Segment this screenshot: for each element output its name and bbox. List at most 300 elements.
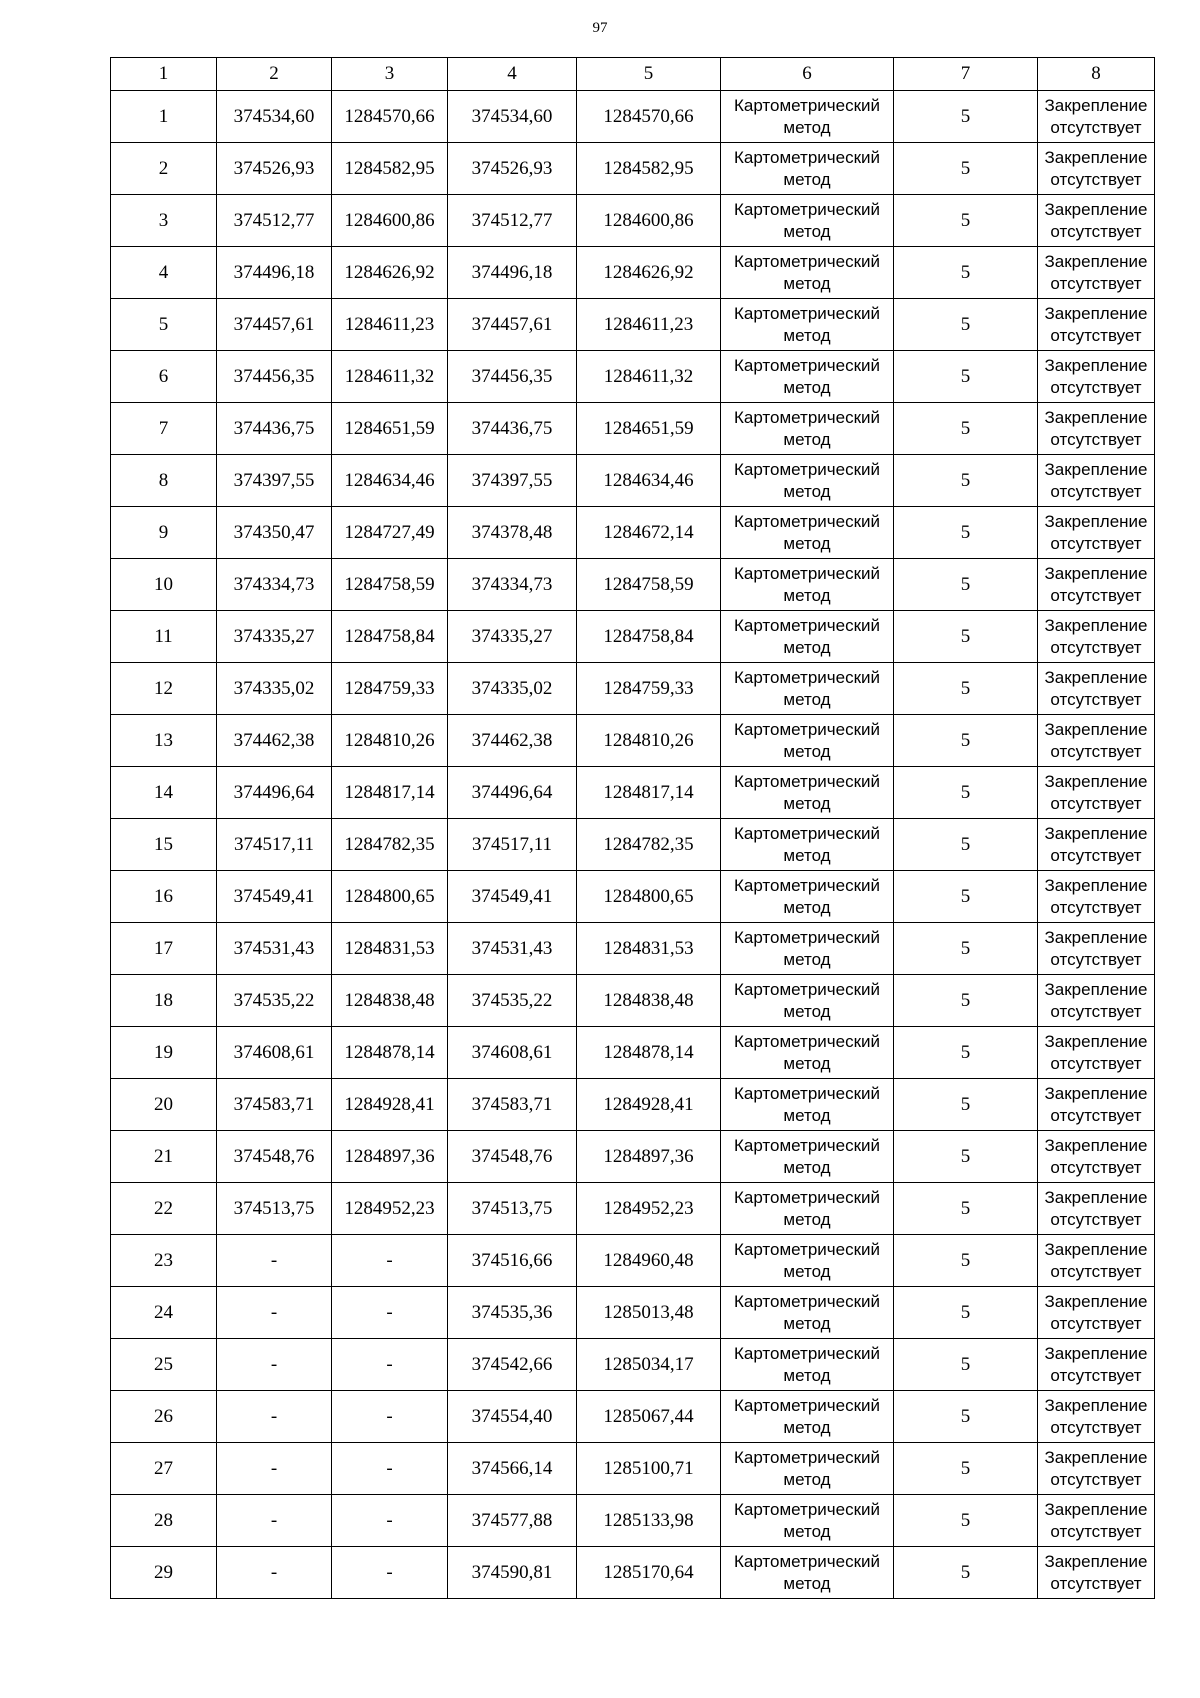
- fixation-label-line2: отсутствует: [1050, 1157, 1142, 1177]
- y-new-cell: 1284570,66: [577, 91, 721, 143]
- x-old-cell: 374583,71: [217, 1079, 332, 1131]
- point-number-cell: 2: [111, 143, 217, 195]
- fixation-label-line1: Закрепление: [1044, 303, 1148, 323]
- y-new-cell: 1284611,23: [577, 299, 721, 351]
- method-cell: [721, 715, 894, 767]
- y-new-cell: 1284928,41: [577, 1079, 721, 1131]
- x-old-cell: 374526,93: [217, 143, 332, 195]
- method-label-line1: Картометрический: [733, 199, 881, 219]
- method-cell: [721, 1131, 894, 1183]
- fixation-label-line1: Закрепление: [1044, 511, 1148, 531]
- method-label-line1: Картометрический: [733, 615, 881, 635]
- fixation-label-line2: отсутствует: [1050, 741, 1142, 761]
- method-cell: [721, 1079, 894, 1131]
- table-row: [111, 1391, 1155, 1443]
- y-new-cell: 1285133,98: [577, 1495, 721, 1547]
- point-number-cell: 11: [111, 611, 217, 663]
- y-old-cell: 1284611,23: [332, 299, 448, 351]
- x-new-cell: 374436,75: [448, 403, 577, 455]
- method-label-line1: Картометрический: [733, 1031, 881, 1051]
- method-label-line2: метод: [783, 117, 831, 137]
- y-old-cell: 1284810,26: [332, 715, 448, 767]
- fixation-label-line1: Закрепление: [1044, 927, 1148, 947]
- point-number-cell: 22: [111, 1183, 217, 1235]
- y-new-cell: 1285170,64: [577, 1547, 721, 1599]
- table-row: [111, 1287, 1155, 1339]
- fixation-cell: [1038, 1079, 1155, 1131]
- accuracy-cell: 5: [894, 1391, 1038, 1443]
- accuracy-cell: 5: [894, 1443, 1038, 1495]
- x-new-cell: 374456,35: [448, 351, 577, 403]
- y-new-cell: 1285034,17: [577, 1339, 721, 1391]
- y-old-cell: 1284831,53: [332, 923, 448, 975]
- table-row: [111, 1079, 1155, 1131]
- point-number-cell: 18: [111, 975, 217, 1027]
- y-old-cell: 1284800,65: [332, 871, 448, 923]
- x-new-cell: 374496,64: [448, 767, 577, 819]
- x-new-cell: 374534,60: [448, 91, 577, 143]
- point-number-cell: 16: [111, 871, 217, 923]
- fixation-label-line2: отсутствует: [1050, 533, 1142, 553]
- coordinates-table: [110, 57, 1155, 1599]
- table-header-row: [111, 58, 1155, 91]
- fixation-cell: [1038, 1547, 1155, 1599]
- method-cell: [721, 611, 894, 663]
- method-label-line2: метод: [783, 637, 831, 657]
- x-new-cell: 374335,27: [448, 611, 577, 663]
- column-header: 1: [111, 58, 217, 91]
- page-number: 97: [592, 20, 608, 36]
- y-old-cell: -: [332, 1443, 448, 1495]
- accuracy-cell: 5: [894, 975, 1038, 1027]
- table-row: [111, 351, 1155, 403]
- method-cell: [721, 923, 894, 975]
- method-label-line2: метод: [783, 1053, 831, 1073]
- x-old-cell: -: [217, 1547, 332, 1599]
- fixation-label-line1: Закрепление: [1044, 1499, 1148, 1519]
- method-cell: [721, 871, 894, 923]
- accuracy-cell: 5: [894, 351, 1038, 403]
- method-label-line2: метод: [783, 377, 831, 397]
- method-label-line2: метод: [783, 1469, 831, 1489]
- x-old-cell: 374456,35: [217, 351, 332, 403]
- method-label-line1: Картометрический: [733, 719, 881, 739]
- x-new-cell: 374608,61: [448, 1027, 577, 1079]
- fixation-label-line1: Закрепление: [1044, 251, 1148, 271]
- fixation-label-line2: отсутствует: [1050, 481, 1142, 501]
- method-label-line2: метод: [783, 741, 831, 761]
- method-label-line2: метод: [783, 1261, 831, 1281]
- fixation-label-line2: отсутствует: [1050, 377, 1142, 397]
- accuracy-cell: 5: [894, 1183, 1038, 1235]
- fixation-label-line1: Закрепление: [1044, 563, 1148, 583]
- method-label-line1: Картометрический: [733, 303, 881, 323]
- fixation-label-line1: Закрепление: [1044, 407, 1148, 427]
- fixation-cell: [1038, 819, 1155, 871]
- fixation-cell: [1038, 559, 1155, 611]
- x-old-cell: 374462,38: [217, 715, 332, 767]
- fixation-label-line2: отсутствует: [1050, 429, 1142, 449]
- table-row: [111, 403, 1155, 455]
- y-new-cell: 1284810,26: [577, 715, 721, 767]
- fixation-label-line1: Закрепление: [1044, 1343, 1148, 1363]
- table-row: [111, 975, 1155, 1027]
- x-new-cell: 374583,71: [448, 1079, 577, 1131]
- accuracy-cell: 5: [894, 507, 1038, 559]
- table-row: [111, 247, 1155, 299]
- accuracy-cell: 5: [894, 1235, 1038, 1287]
- accuracy-cell: 5: [894, 871, 1038, 923]
- x-new-cell: 374462,38: [448, 715, 577, 767]
- x-new-cell: 374590,81: [448, 1547, 577, 1599]
- fixation-label-line2: отсутствует: [1050, 1001, 1142, 1021]
- fixation-label-line1: Закрепление: [1044, 1239, 1148, 1259]
- accuracy-cell: 5: [894, 1079, 1038, 1131]
- accuracy-cell: 5: [894, 403, 1038, 455]
- fixation-label-line2: отсутствует: [1050, 845, 1142, 865]
- fixation-label-line2: отсутствует: [1050, 1105, 1142, 1125]
- table-row: [111, 91, 1155, 143]
- y-old-cell: -: [332, 1339, 448, 1391]
- y-new-cell: 1284782,35: [577, 819, 721, 871]
- fixation-label-line2: отсутствует: [1050, 585, 1142, 605]
- point-number-cell: 21: [111, 1131, 217, 1183]
- method-cell: [721, 1547, 894, 1599]
- fixation-cell: [1038, 715, 1155, 767]
- accuracy-cell: 5: [894, 455, 1038, 507]
- table-row: [111, 1547, 1155, 1599]
- x-new-cell: 374334,73: [448, 559, 577, 611]
- x-old-cell: 374513,75: [217, 1183, 332, 1235]
- fixation-label-line2: отсутствует: [1050, 1573, 1142, 1593]
- method-cell: [721, 1339, 894, 1391]
- point-number-cell: 6: [111, 351, 217, 403]
- y-new-cell: 1284878,14: [577, 1027, 721, 1079]
- method-label-line1: Картометрический: [733, 459, 881, 479]
- x-old-cell: -: [217, 1287, 332, 1339]
- method-label-line2: метод: [783, 949, 831, 969]
- point-number-cell: 5: [111, 299, 217, 351]
- x-new-cell: 374535,22: [448, 975, 577, 1027]
- method-cell: [721, 351, 894, 403]
- x-new-cell: 374577,88: [448, 1495, 577, 1547]
- y-old-cell: 1284952,23: [332, 1183, 448, 1235]
- table-row: [111, 819, 1155, 871]
- point-number-cell: 17: [111, 923, 217, 975]
- fixation-label-line1: Закрепление: [1044, 771, 1148, 791]
- fixation-label-line2: отсутствует: [1050, 325, 1142, 345]
- method-cell: [721, 663, 894, 715]
- y-new-cell: 1284817,14: [577, 767, 721, 819]
- method-label-line1: Картометрический: [733, 823, 881, 843]
- method-label-line1: Картометрический: [733, 147, 881, 167]
- point-number-cell: 15: [111, 819, 217, 871]
- method-label-line2: метод: [783, 273, 831, 293]
- method-label-line1: Картометрический: [733, 407, 881, 427]
- y-old-cell: -: [332, 1391, 448, 1443]
- method-label-line2: метод: [783, 1417, 831, 1437]
- table-row: [111, 1183, 1155, 1235]
- fixation-label-line2: отсутствует: [1050, 897, 1142, 917]
- method-label-line2: метод: [783, 1209, 831, 1229]
- method-label-line2: метод: [783, 1365, 831, 1385]
- fixation-label-line1: Закрепление: [1044, 1031, 1148, 1051]
- fixation-label-line2: отсутствует: [1050, 949, 1142, 969]
- method-cell: [721, 559, 894, 611]
- method-label-line1: Картометрический: [733, 979, 881, 999]
- fixation-cell: [1038, 1131, 1155, 1183]
- y-new-cell: 1284634,46: [577, 455, 721, 507]
- accuracy-cell: 5: [894, 1547, 1038, 1599]
- y-new-cell: 1284838,48: [577, 975, 721, 1027]
- point-number-cell: 24: [111, 1287, 217, 1339]
- fixation-cell: [1038, 1027, 1155, 1079]
- fixation-label-line2: отсутствует: [1050, 1313, 1142, 1333]
- fixation-label-line1: Закрепление: [1044, 459, 1148, 479]
- table-row: [111, 195, 1155, 247]
- x-new-cell: 374335,02: [448, 663, 577, 715]
- accuracy-cell: 5: [894, 247, 1038, 299]
- y-old-cell: 1284651,59: [332, 403, 448, 455]
- method-cell: [721, 247, 894, 299]
- fixation-cell: [1038, 143, 1155, 195]
- y-new-cell: 1285100,71: [577, 1443, 721, 1495]
- method-label-line2: метод: [783, 1157, 831, 1177]
- x-old-cell: 374335,27: [217, 611, 332, 663]
- fixation-cell: [1038, 1287, 1155, 1339]
- table-row: [111, 1235, 1155, 1287]
- y-old-cell: 1284878,14: [332, 1027, 448, 1079]
- y-new-cell: 1284952,23: [577, 1183, 721, 1235]
- method-label-line2: метод: [783, 1573, 831, 1593]
- x-old-cell: 374334,73: [217, 559, 332, 611]
- x-new-cell: 374566,14: [448, 1443, 577, 1495]
- fixation-label-line2: отсутствует: [1050, 1053, 1142, 1073]
- x-old-cell: 374608,61: [217, 1027, 332, 1079]
- method-label-line2: метод: [783, 429, 831, 449]
- method-label-line1: Картометрический: [733, 771, 881, 791]
- method-label-line2: метод: [783, 793, 831, 813]
- y-new-cell: 1285013,48: [577, 1287, 721, 1339]
- column-header: 6: [721, 58, 894, 91]
- fixation-label-line2: отсутствует: [1050, 1521, 1142, 1541]
- y-old-cell: 1284759,33: [332, 663, 448, 715]
- fixation-label-line2: отсутствует: [1050, 1417, 1142, 1437]
- y-new-cell: 1284626,92: [577, 247, 721, 299]
- y-old-cell: 1284897,36: [332, 1131, 448, 1183]
- y-old-cell: 1284928,41: [332, 1079, 448, 1131]
- method-label-line1: Картометрический: [733, 1239, 881, 1259]
- accuracy-cell: 5: [894, 715, 1038, 767]
- y-old-cell: 1284817,14: [332, 767, 448, 819]
- y-old-cell: 1284626,92: [332, 247, 448, 299]
- fixation-label-line2: отсутствует: [1050, 1261, 1142, 1281]
- fixation-label-line1: Закрепление: [1044, 199, 1148, 219]
- method-cell: [721, 1495, 894, 1547]
- point-number-cell: 1: [111, 91, 217, 143]
- table-row: [111, 871, 1155, 923]
- method-label-line1: Картометрический: [733, 1083, 881, 1103]
- y-old-cell: 1284758,59: [332, 559, 448, 611]
- column-header: 3: [332, 58, 448, 91]
- method-label-line2: метод: [783, 533, 831, 553]
- fixation-cell: [1038, 1339, 1155, 1391]
- method-cell: [721, 1391, 894, 1443]
- accuracy-cell: 5: [894, 1131, 1038, 1183]
- method-label-line2: метод: [783, 585, 831, 605]
- y-new-cell: 1284582,95: [577, 143, 721, 195]
- fixation-label-line2: отсутствует: [1050, 1469, 1142, 1489]
- fixation-label-line1: Закрепление: [1044, 1395, 1148, 1415]
- y-new-cell: 1284600,86: [577, 195, 721, 247]
- method-cell: [721, 507, 894, 559]
- x-old-cell: 374548,76: [217, 1131, 332, 1183]
- column-header: 8: [1038, 58, 1155, 91]
- method-cell: [721, 1235, 894, 1287]
- y-old-cell: -: [332, 1495, 448, 1547]
- x-old-cell: -: [217, 1235, 332, 1287]
- method-label-line2: метод: [783, 325, 831, 345]
- accuracy-cell: 5: [894, 663, 1038, 715]
- method-cell: [721, 299, 894, 351]
- fixation-cell: [1038, 195, 1155, 247]
- table-row: [111, 143, 1155, 195]
- point-number-cell: 26: [111, 1391, 217, 1443]
- accuracy-cell: 5: [894, 923, 1038, 975]
- accuracy-cell: 5: [894, 819, 1038, 871]
- y-old-cell: 1284570,66: [332, 91, 448, 143]
- accuracy-cell: 5: [894, 1339, 1038, 1391]
- x-old-cell: -: [217, 1339, 332, 1391]
- point-number-cell: 20: [111, 1079, 217, 1131]
- fixation-label-line1: Закрепление: [1044, 95, 1148, 115]
- table-row: [111, 1131, 1155, 1183]
- x-old-cell: 374531,43: [217, 923, 332, 975]
- point-number-cell: 3: [111, 195, 217, 247]
- method-cell: [721, 975, 894, 1027]
- method-label-line1: Картометрический: [733, 927, 881, 947]
- table-row: [111, 663, 1155, 715]
- fixation-label-line1: Закрепление: [1044, 719, 1148, 739]
- table-row: [111, 559, 1155, 611]
- x-new-cell: 374542,66: [448, 1339, 577, 1391]
- x-new-cell: 374397,55: [448, 455, 577, 507]
- method-cell: [721, 403, 894, 455]
- point-number-cell: 7: [111, 403, 217, 455]
- fixation-cell: [1038, 299, 1155, 351]
- x-new-cell: 374554,40: [448, 1391, 577, 1443]
- table-row: [111, 767, 1155, 819]
- method-label-line1: Картометрический: [733, 1135, 881, 1155]
- x-new-cell: 374526,93: [448, 143, 577, 195]
- fixation-cell: [1038, 455, 1155, 507]
- column-header: 5: [577, 58, 721, 91]
- accuracy-cell: 5: [894, 1495, 1038, 1547]
- y-new-cell: 1284611,32: [577, 351, 721, 403]
- point-number-cell: 9: [111, 507, 217, 559]
- y-old-cell: 1284634,46: [332, 455, 448, 507]
- point-number-cell: 23: [111, 1235, 217, 1287]
- column-header: 2: [217, 58, 332, 91]
- method-label-line1: Картометрический: [733, 875, 881, 895]
- method-label-line1: Картометрический: [733, 95, 881, 115]
- x-old-cell: 374397,55: [217, 455, 332, 507]
- y-new-cell: 1284800,65: [577, 871, 721, 923]
- point-number-cell: 19: [111, 1027, 217, 1079]
- y-old-cell: 1284727,49: [332, 507, 448, 559]
- fixation-cell: [1038, 767, 1155, 819]
- x-new-cell: 374548,76: [448, 1131, 577, 1183]
- fixation-label-line2: отсутствует: [1050, 221, 1142, 241]
- method-label-line2: метод: [783, 481, 831, 501]
- column-header: 4: [448, 58, 577, 91]
- method-label-line2: метод: [783, 1001, 831, 1021]
- fixation-cell: [1038, 975, 1155, 1027]
- table-row: [111, 1027, 1155, 1079]
- table-body: [111, 91, 1155, 1599]
- x-old-cell: 374517,11: [217, 819, 332, 871]
- y-old-cell: 1284611,32: [332, 351, 448, 403]
- accuracy-cell: 5: [894, 1287, 1038, 1339]
- x-old-cell: -: [217, 1391, 332, 1443]
- x-old-cell: 374496,18: [217, 247, 332, 299]
- method-label-line1: Картометрический: [733, 563, 881, 583]
- fixation-cell: [1038, 1443, 1155, 1495]
- fixation-label-line2: отсутствует: [1050, 117, 1142, 137]
- method-label-line2: метод: [783, 221, 831, 241]
- fixation-cell: [1038, 1235, 1155, 1287]
- method-label-line2: метод: [783, 1313, 831, 1333]
- fixation-cell: [1038, 351, 1155, 403]
- x-new-cell: 374517,11: [448, 819, 577, 871]
- y-new-cell: 1284758,59: [577, 559, 721, 611]
- accuracy-cell: 5: [894, 767, 1038, 819]
- fixation-label-line1: Закрепление: [1044, 147, 1148, 167]
- accuracy-cell: 5: [894, 1027, 1038, 1079]
- table-row: [111, 923, 1155, 975]
- table-row: [111, 1495, 1155, 1547]
- fixation-cell: [1038, 923, 1155, 975]
- point-number-cell: 25: [111, 1339, 217, 1391]
- fixation-label-line1: Закрепление: [1044, 1447, 1148, 1467]
- y-new-cell: 1284831,53: [577, 923, 721, 975]
- fixation-cell: [1038, 1495, 1155, 1547]
- column-header: 7: [894, 58, 1038, 91]
- method-cell: [721, 195, 894, 247]
- x-new-cell: 374496,18: [448, 247, 577, 299]
- accuracy-cell: 5: [894, 299, 1038, 351]
- accuracy-cell: 5: [894, 611, 1038, 663]
- fixation-label-line2: отсутствует: [1050, 169, 1142, 189]
- point-number-cell: 13: [111, 715, 217, 767]
- method-cell: [721, 1027, 894, 1079]
- point-number-cell: 8: [111, 455, 217, 507]
- point-number-cell: 10: [111, 559, 217, 611]
- fixation-label-line2: отсутствует: [1050, 273, 1142, 293]
- table-row: [111, 299, 1155, 351]
- method-label-line2: метод: [783, 845, 831, 865]
- point-number-cell: 28: [111, 1495, 217, 1547]
- x-new-cell: 374531,43: [448, 923, 577, 975]
- y-new-cell: 1284759,33: [577, 663, 721, 715]
- point-number-cell: 14: [111, 767, 217, 819]
- method-label-line2: метод: [783, 689, 831, 709]
- fixation-label-line1: Закрепление: [1044, 1187, 1148, 1207]
- method-cell: [721, 1183, 894, 1235]
- x-new-cell: 374516,66: [448, 1235, 577, 1287]
- method-label-line1: Картометрический: [733, 251, 881, 271]
- y-new-cell: 1284897,36: [577, 1131, 721, 1183]
